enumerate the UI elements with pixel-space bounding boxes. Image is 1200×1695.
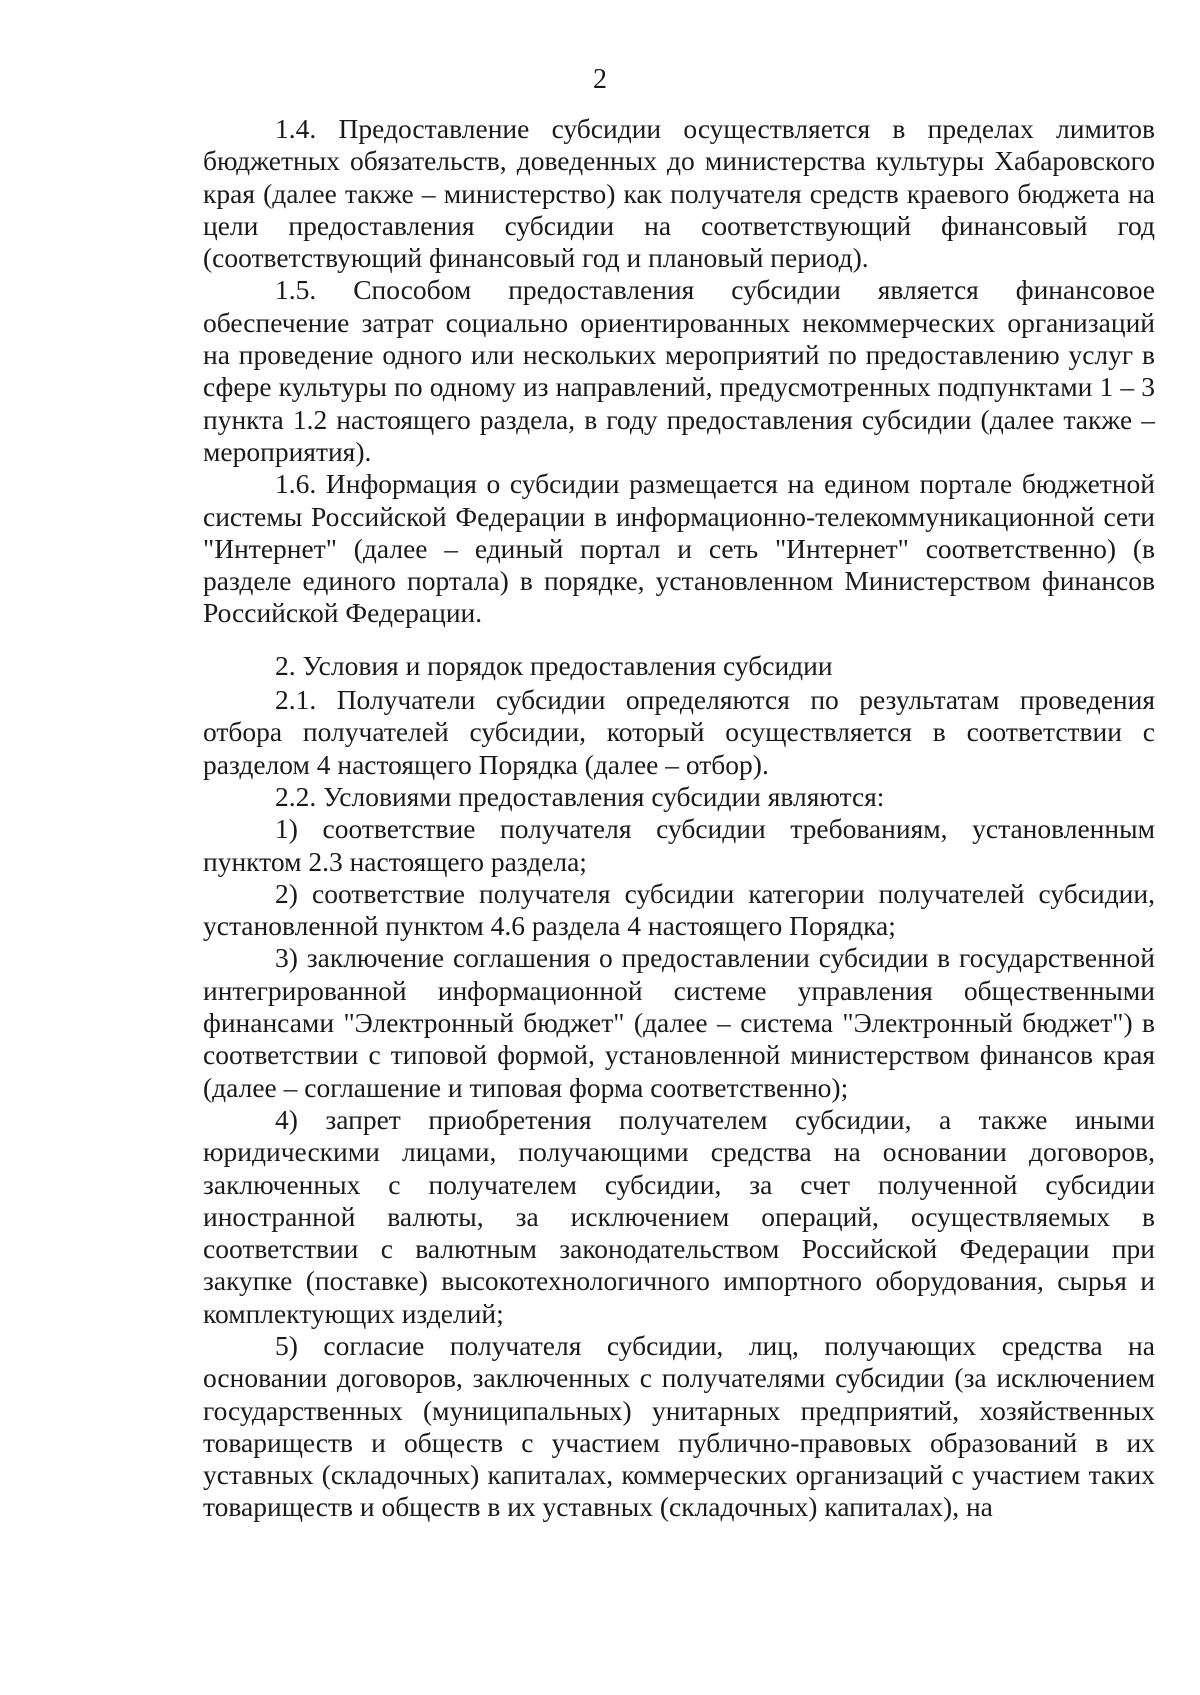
document-body [203, 113, 1155, 1524]
paragraph-1-6: 1.6. Информация о субсидии размещается на едином портале бюджетной системы Российской Федерации в информационно-телекоммуникационной сети "Интернет" (далее – единый портал и сеть "Интернет" соответственно) (в разделе единого портала) в порядке, установленном Министерством финансов Российской Федерации. [203, 468, 1155, 629]
condition-5: 5) согласие получателя субсидии, лиц, получающих средства на основании договоров, заключенных с получателями субсидии (за исключением государственных (муниципальных) унитарных предприятий, хозяйственных товариществ и обществ с участием публично-правовых образований в их уставных (складочных) капиталах, коммерческих организаций с участием таких товариществ и обществ в их уставных (складочных) капиталах), на [203, 1329, 1155, 1523]
paragraph-2-2: 2.2. Условиями предоставления субсидии являются: [275, 780, 885, 812]
paragraph-1-5: 1.5. Способом предоставления субсидии является финансовое обеспечение затрат социально ориентированных некоммерческих организаций на проведение одного или нескольких мероприятий по предоставлению услуг в сфере культуры по одному из направлений, предусмотренных подпунктами 1 – 3 пункта 1.2 настоящего раздела, в году предоставления субсидии (далее также – мероприятия). [203, 274, 1155, 467]
section-heading: 2. Условия и порядок предоставления субсидии [275, 649, 833, 681]
paragraph-1-4: 1.4. Предоставление субсидии осуществляется в пределах лимитов бюджетных обязательств, доведенных до министерства культуры Хабаровского края (далее также – министерство) как получателя средств краевого бюджета на цели предоставления субсидии на соответствующий финансовый год (соответствующий финансовый год и плановый период). [203, 113, 1155, 274]
paragraph-2-1: 2.1. Получатели субсидии определяются по результатам проведения отбора получателей субсидии, который осуществляется в соответствии с разделом 4 настоящего Порядка (далее – отбор). [203, 684, 1155, 780]
condition-4: 4) запрет приобретения получателем субсидии, а также иными юридическими лицами, получающими средства на основании договоров, заключенных с получателем субсидии, за счет полученной субсидии иностранной валюты, за исключением операций, осуществляемых в соответствии с валютным законодательством Российской Федерации при закупке (поставке) высокотехнологичного импортного оборудования, сырья и комплектующих изделий; [203, 1103, 1155, 1329]
condition-1: 1) соответствие получателя субсидии требованиям, установленным пунктом 2.3 настоящего раздела; [203, 813, 1155, 877]
condition-2: 2) соответствие получателя субсидии категории получателей субсидии, установленной пунктом 4.6 раздела 4 настоящего Порядка; [203, 877, 1155, 942]
page-number: 2 [593, 64, 607, 95]
condition-3: 3) заключение соглашения о предоставлении субсидии в государственной интегрированной информационной системе управления общественными финансами "Электронный бюджет" (далее – система "Электронный бюджет") в соответствии с типовой формой, установленной министерством финансов края (далее – соглашение и типовая форма соответственно); [203, 942, 1155, 1103]
